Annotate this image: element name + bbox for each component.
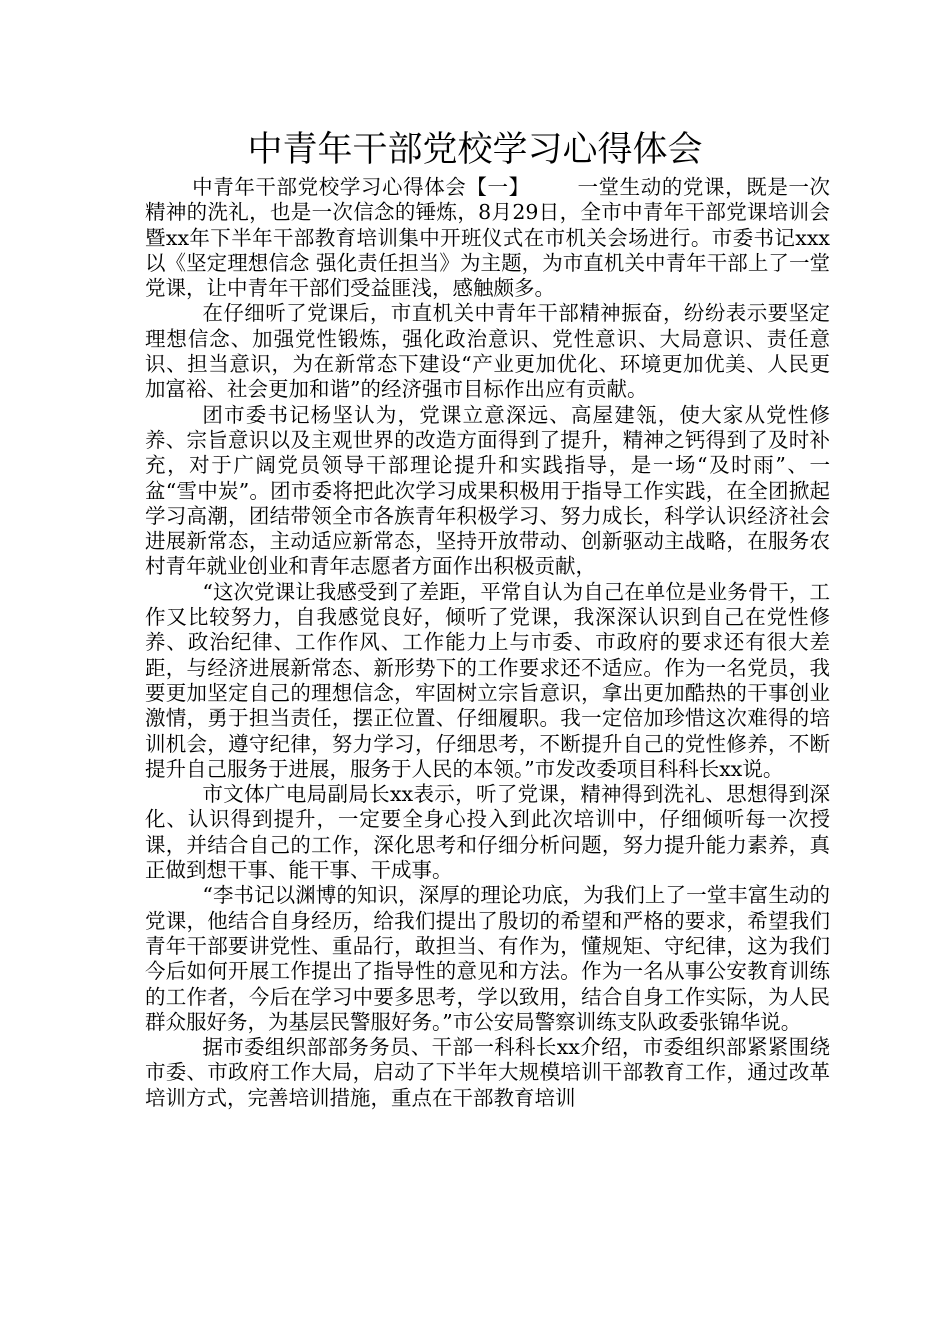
paragraph-3: 团市委书记杨坚认为，党课立意深远、高屋建瓴，使大家从党性修养、宗旨意识以及主观世界的改造方面得到了提升，精神之钙得到了及时补充，对于广阔党员领导干部理论提升和实践指导，是一场“及时雨”、一盆“雪中炭”。团市委将把此次学习成果积极用于指导工作实践，在全团掀起学习高潮，团结带领全市各族青年积极学习、努力成长，科学认识经济社会进展新常态，主动适应新常态，坚持开放带动、创新驱动主战略，在服务农村青年就业创业和青年志愿者方面作出积极贡献， bbox=[145, 402, 830, 579]
document-body bbox=[145, 175, 830, 1111]
paragraph-1-lead: 中青年干部党校学习心得体会【一】 bbox=[192, 175, 530, 199]
paragraph-6: “李书记以渊博的知识，深厚的理论功底，为我们上了一堂丰富生动的党课，他结合自身经历，给我们提出了殷切的希望和严格的要求，希望我们青年干部要讲党性、重品行，敢担当、有作为，懂规矩、守纪律，这为我们今后如何开展工作提出了指导性的意见和方法。作为一名从事公安教育训练的工作者，今后在学习中要多思考，学以致用，结合自身工作实际，为人民群众服好务，为基层民警服好务。”市公安局警察训练支队政委张锦华说。 bbox=[145, 883, 830, 1034]
paragraph-5: 市文体广电局副局长xx表示，听了党课，精神得到洗礼、思想得到深化、认识得到提升，一定要全身心投入到此次培训中，仔细倾听每一次授课，并结合自己的工作，深化思考和仔细分析问题，努力提升能力素养，真正做到想干事、能干事、干成事。 bbox=[145, 782, 830, 883]
paragraph-7: 据市委组织部部务务员、干部一科科长xx介绍，市委组织部紧紧围绕市委、市政府工作大局，启动了下半年大规模培训干部教育工作，通过改革培训方式，完善培训措施，重点在干部教育培训 bbox=[145, 1035, 830, 1110]
paragraph-2: 在仔细听了党课后，市直机关中青年干部精神振奋，纷纷表示要坚定理想信念、加强党性锻炼，强化政治意识、党性意识、大局意识、责任意识、担当意识，为在新常态下建设“产业更加优化、环境更加优美、人民更加富裕、社会更加和谐”的经济强市目标作出应有贡献。 bbox=[145, 301, 830, 402]
paragraph-4: “这次党课让我感受到了差距，平常自认为自己在单位是业务骨干，工作又比较努力，自我感觉良好，倾听了党课，我深深认识到自己在党性修养、政治纪律、工作作风、工作能力上与市委、市政府的要求还有很大差距，与经济进展新常态、新形势下的工作要求还不适应。作为一名党员，我要更加坚定自己的理想信念，牢固树立宗旨意识，拿出更加酷热的干事创业激情，勇于担当责任，摆正位置、仔细履职。我一定倍加珍惜这次难得的培训机会，遵守纪律，努力学习，仔细思考，不断提升自己的党性修养，不断提升自己服务于进展，服务于人民的本领。”市发改委项目科科长xx说。 bbox=[145, 579, 830, 781]
paragraph-1-text: 一堂生动的党课，既是一次精神的洗礼，也是一次信念的锤炼，8月29日，全市中青年干部党课培训会暨xx年下半年干部教育培训集中开班仪式在市机关会场进行。市委书记xxx以《坚定理想信念 强化责任担当》为主题，为市直机关中青年干部上了一堂党课，让中青年干部们受益匪浅，感触颇多。 bbox=[145, 175, 831, 301]
document-title: 中青年干部党校学习心得体会 bbox=[247, 130, 703, 170]
paragraph-1 bbox=[145, 175, 830, 301]
